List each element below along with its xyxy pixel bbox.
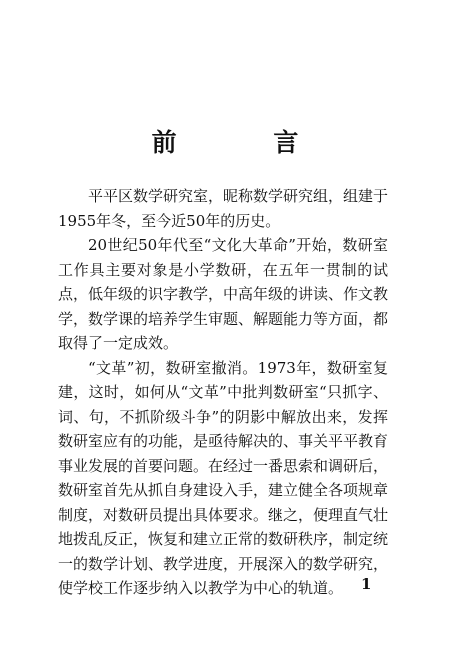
page-number: 1 bbox=[361, 575, 372, 593]
paragraph-3: “文革”初，数研室撤消。1973年，数研室复建，这时，如何从“文革”中批判数研室“只抓字、词、句，不抓阶级斗争”的阴影中解放出来，发挥数研室应有的功能，是亟待解决的、事关平平教育事业发展的首要问题。在经过一番思索和调研后，数研室首先从抓自身建设入手，建立健全各项规章制度，对数研员提出具体要求。继之，便理直气壮地拨乱反正，恢复和建立正常的数研秩序，制定统一的数学计划、教学进度，开展深入的数学研究，使学校工作逐步纳入以教学为中心的轨道。 bbox=[58, 358, 389, 597]
page-title: 前 言 bbox=[151, 128, 343, 157]
paragraph-1: 平平区数学研究室，昵称数学研究组，组建于1955年冬，至今近50年的历史。 bbox=[58, 187, 389, 230]
paragraph-2: 20世纪50年代至“文化大革命”开始，数研室工作具主要对象是小学数研，在五年一贯制的试点，低年级的识字教学，中高年级的讲读、作文教学，数学课的培养学生审题、解题能力等方面，都取得了一定成效。 bbox=[58, 236, 389, 352]
body-text bbox=[58, 184, 388, 601]
